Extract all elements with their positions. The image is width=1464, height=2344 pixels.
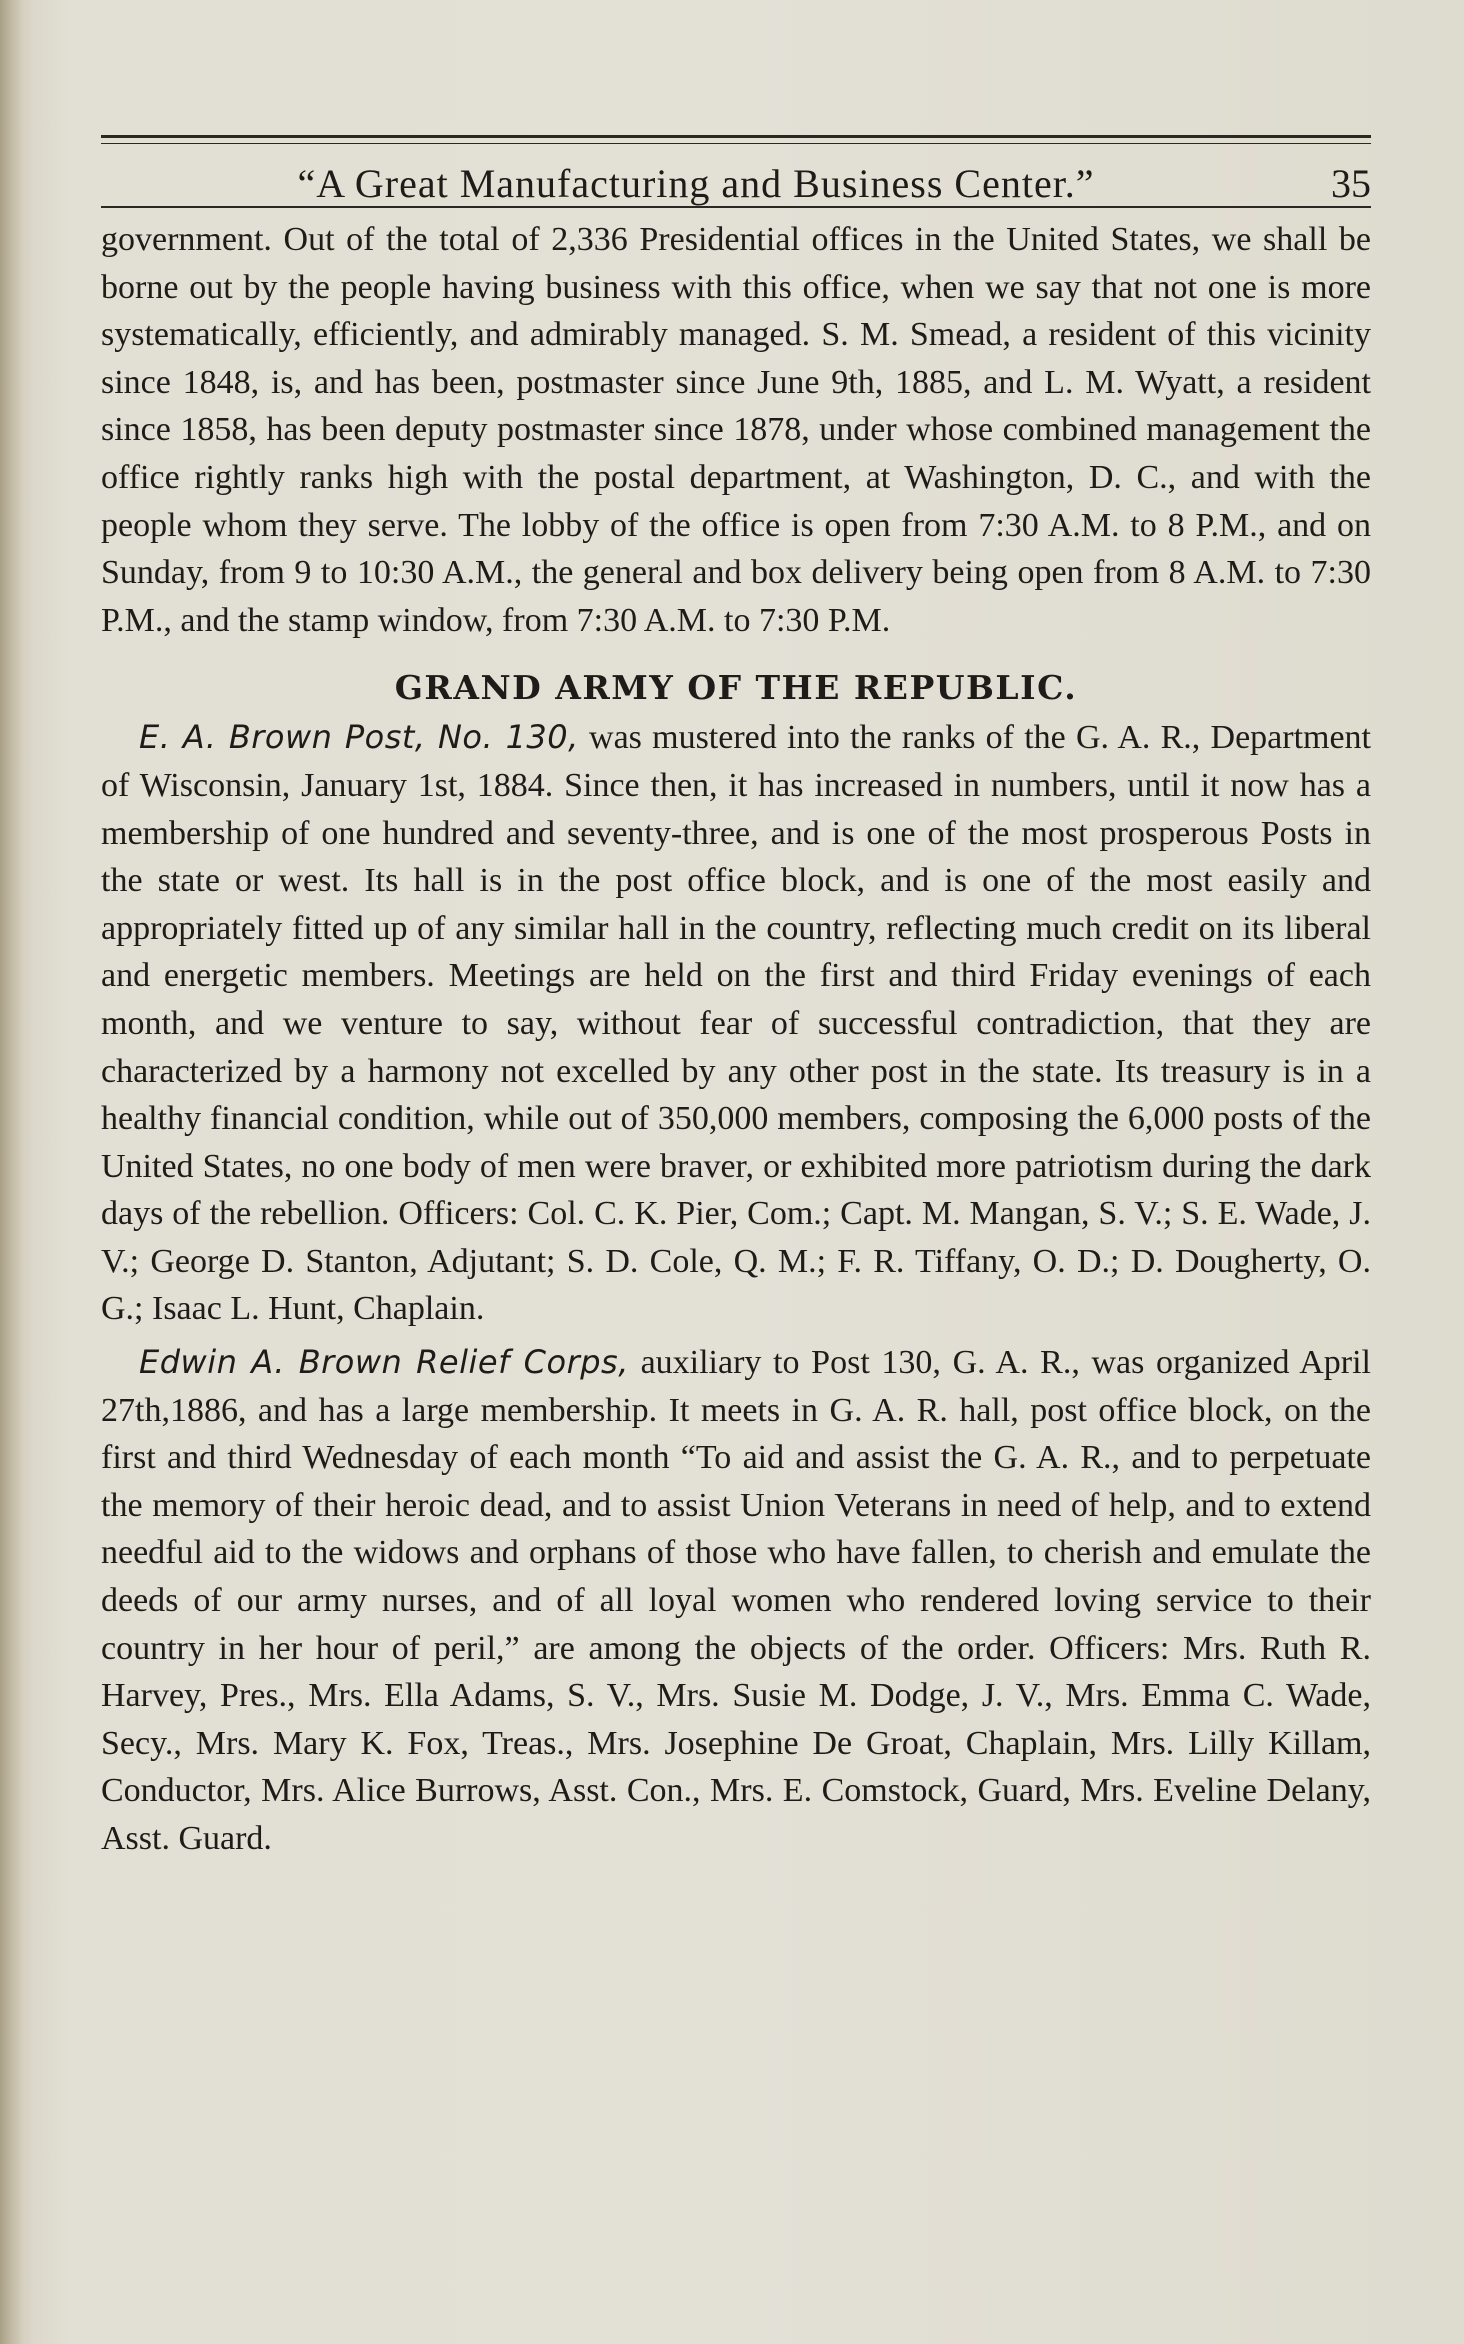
running-title: “A Great Manufacturing and Business Center.”	[297, 161, 1095, 206]
paragraph-post-office: government. Out of the total of 2,336 Presidential offices in the United States, we shall be borne out by the people having business with this office, when we say that not one is more systematically, efficiently, and admirably managed. S. M. Smead, a resident of this vicinity since 1848, is, and has been, postmaster since June 9th, 1885, and L. M. Wyatt, a resident since 1858, has been deputy postmaster since 1878, under whose combined management the office rightly ranks high with the postal department, at Washington, D. C., and with the people whom they serve. The lobby of the office is open from 7:30 A.M. to 8 P.M., and on Sunday, from 9 to 10:30 A.M., the general and box delivery being open from 8 A.M. to 7:30 P.M., and the stamp window, from 7:30 A.M. to 7:30 P.M.	[101, 221, 1371, 639]
header-rule-thick	[101, 135, 1371, 138]
paragraph-relief-corps	[101, 1339, 1371, 1863]
running-head	[101, 144, 1371, 208]
lead-in-relief-corps: Edwin A. Brown Relief Corps,	[139, 1343, 629, 1382]
section-heading: GRAND ARMY OF THE REPUBLIC.	[394, 668, 1078, 708]
body-text	[101, 216, 1371, 1863]
page-number: 35	[1331, 161, 1371, 206]
binding-edge	[0, 0, 22, 2344]
page-content	[101, 135, 1371, 1863]
paragraph-gar-post	[101, 714, 1371, 1333]
lead-in-post-name: E. A. Brown Post, No. 130,	[139, 718, 579, 757]
paragraph-relief-corps-text: auxiliary to Post 130, G. A. R., was organized April 27th,1886, and has a large membership. It meets in G. A. R. hall, post office block, on the first and third Wednesday of each month “To aid and assist the G. A. R., and to perpetuate the memory of their heroic dead, and to assist Union Veterans in need of help, and to extend needful aid to the widows and orphans of those who have fallen, to cherish and emulate the deeds of our army nurses, and of all loyal women who rendered loving service to their country in her hour of peril,” are among the objects of the order. Officers: Mrs. Ruth R. Harvey, Pres., Mrs. Ella Adams, S. V., Mrs. Susie M. Dodge, J. V., Mrs. Emma C. Wade, Secy., Mrs. Mary K. Fox, Treas., Mrs. Josephine De Groat, Chaplain, Mrs. Lilly Killam, Conductor, Mrs. Alice Burrows, Asst. Con., Mrs. E. Comstock, Guard, Mrs. Eveline Delany, Asst. Guard.	[101, 1344, 1372, 1857]
paragraph-gar-post-text: was mustered into the ranks of the G. A. R., Department of Wisconsin, January 1st, 1884. Since then, it has increased in numbers, until it now has a membership of one hundred and seventy-three, and is one of the most prosperous Posts in the state or west. Its hall is in the post office block, and is one of the most easily and appropriately fitted up of any similar hall in the country, reflecting much credit on its liberal and energetic members. Meetings are held on the first and third Friday evenings of each month, and we venture to say, without fear of successful contradiction, that they are characterized by a harmony not excelled by any other post in the state. Its treasury is in a healthy financial condition, while out of 350,000 members, composing the 6,000 posts of the United States, no one body of men were braver, or exhibited more patriotism during the dark days of the rebellion. Officers: Col. C. K. Pier, Com.; Capt. M. Mangan, S. V.; S. E. Wade, J. V.; George D. Stanton, Adjutant; S. D. Cole, Q. M.; F. R. Tiffany, O. D.; D. Dougherty, O. G.; Isaac L. Hunt, Chaplain.	[101, 719, 1372, 1328]
